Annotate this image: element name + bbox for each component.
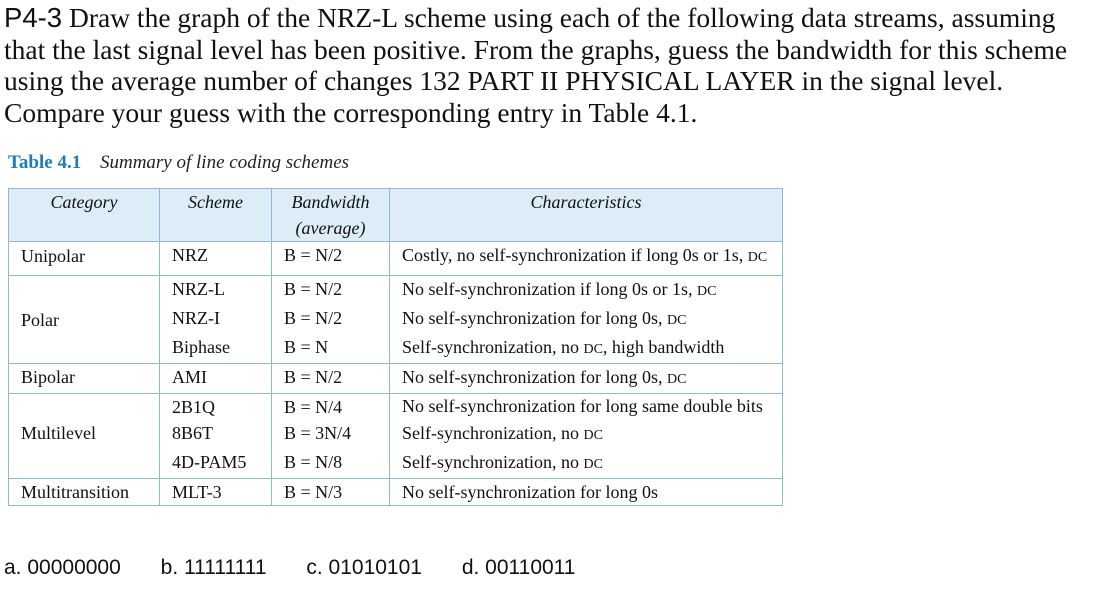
table-row (9, 479, 783, 506)
header-bandwidth: Bandwidth (average) (272, 189, 390, 242)
characteristics-cell: No self-synchronization if long 0s or 1s, DC (390, 276, 783, 306)
characteristics-cell: Self-synchronization, no DC, high bandwidth (390, 334, 783, 364)
characteristics-cell: No self-synchronization for long same double bits (390, 394, 783, 421)
stream-d: d. 00110011 (461, 556, 576, 579)
scheme-cell: 4D-PAM5 (160, 449, 272, 479)
scheme-cell: 2B1Q (160, 394, 272, 421)
category-cell: Unipolar (9, 242, 160, 276)
bandwidth-cell: B = N/2 (272, 276, 390, 306)
scheme-cell: Biphase (160, 334, 272, 364)
line-coding-table (8, 188, 783, 506)
category-cell: Multilevel (9, 394, 160, 479)
characteristics-cell: Self-synchronization, no DC (390, 449, 783, 479)
scheme-cell: NRZ-L (160, 276, 272, 306)
table-number: Table 4.1 (8, 152, 82, 173)
question-body: Draw the graph of the NRZ-L scheme using each of the following data streams, assuming that the last signal level has been positive. From the graphs, guess the bandwidth for this scheme using the average number of changes 132 PART II PHYSICAL LAYER in the signal level. Compare your guess with the corresponding entry in Table 4.1. (4, 2, 1068, 128)
scheme-cell: AMI (160, 364, 272, 394)
category-cell: Bipolar (9, 364, 160, 394)
stream-b: b. 11111111 (160, 556, 267, 579)
characteristics-cell: No self-synchronization for long 0s, DC (390, 305, 783, 334)
scheme-cell: MLT-3 (160, 479, 272, 506)
category-cell: Multitransition (9, 479, 160, 506)
data-streams (4, 556, 609, 580)
characteristics-cell: No self-synchronization for long 0s, DC (390, 364, 783, 394)
bandwidth-cell: B = N (272, 334, 390, 364)
question-number: P4-3 (4, 2, 63, 33)
characteristics-cell: No self-synchronization for long 0s (390, 479, 783, 506)
table-row (9, 276, 783, 306)
header-category: Category (9, 189, 160, 242)
characteristics-cell: Self-synchronization, no DC (390, 420, 783, 449)
table-header-row (9, 189, 783, 242)
scheme-cell: NRZ (160, 242, 272, 276)
header-scheme: Scheme (160, 189, 272, 242)
category-cell: Polar (9, 276, 160, 364)
table-row (9, 242, 783, 276)
stream-c: c. 01010101 (306, 556, 422, 579)
header-characteristics: Characteristics (390, 189, 783, 242)
bandwidth-cell: B = N/4 (272, 394, 390, 421)
characteristics-cell: Costly, no self-synchronization if long 0s or 1s, DC (390, 242, 783, 276)
bandwidth-cell: B = N/8 (272, 449, 390, 479)
scheme-cell: 8B6T (160, 420, 272, 449)
question-text (4, 2, 1089, 128)
bandwidth-cell: B = N/2 (272, 305, 390, 334)
table-title: Summary of line coding schemes (99, 152, 350, 173)
bandwidth-cell: B = N/2 (272, 242, 390, 276)
bandwidth-cell: B = N/3 (272, 479, 390, 506)
stream-a: a. 00000000 (4, 556, 121, 579)
table-caption (8, 152, 349, 174)
bandwidth-cell: B = N/2 (272, 364, 390, 394)
bandwidth-cell: B = 3N/4 (272, 420, 390, 449)
scheme-cell: NRZ-I (160, 305, 272, 334)
table-row (9, 364, 783, 394)
table-row (9, 394, 783, 421)
